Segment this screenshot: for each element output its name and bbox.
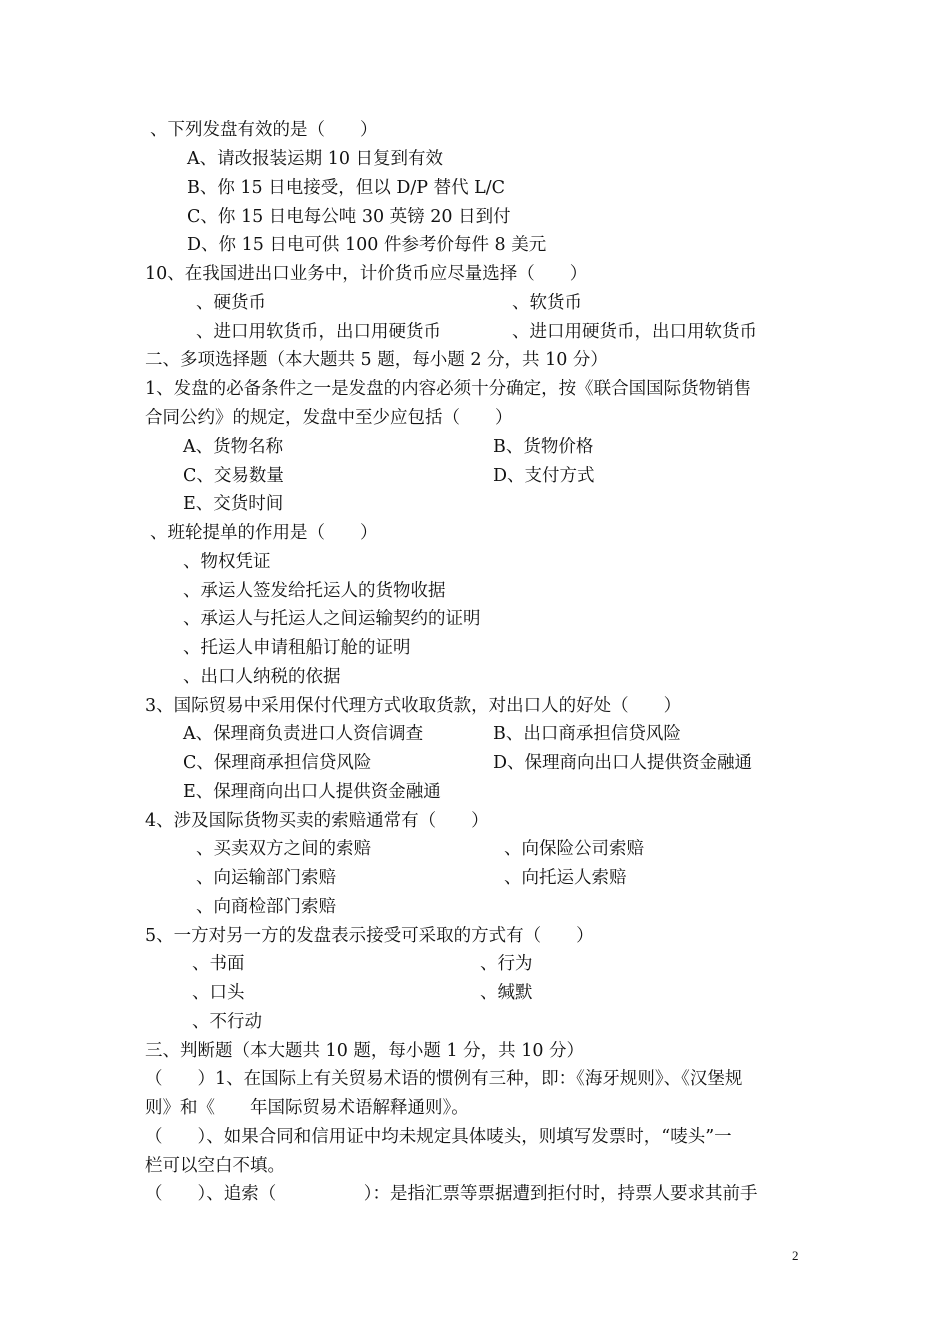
text-line: C、保理商承担信贷风险 (183, 753, 372, 773)
text-line: E、交货时间 (183, 494, 284, 514)
text-line: 、进口用硬货币，出口用软货币 (512, 322, 757, 342)
text-line: 、托运人申请租船订舱的证明 (183, 638, 411, 658)
text-line: 三、判断题（本大题共 10 题，每小题 1 分，共 10 分） (145, 1041, 585, 1061)
text-line: 1、发盘的必备条件之一是发盘的内容必须十分确定，按《联合国国际货物销售 (145, 379, 752, 399)
text-line: 则》和《 年国际贸易术语解释通则》。 (145, 1098, 469, 1118)
text-line: A、请改报装运期 10 日复到有效 (187, 149, 444, 169)
text-line: 、下列发盘有效的是（ ） (150, 120, 378, 140)
text-line: 栏可以空白不填。 (145, 1156, 285, 1176)
text-line: B、你 15 日电接受，但以 D/P 替代 L/C (187, 178, 506, 198)
text-line: 、向运输部门索赔 (196, 868, 336, 888)
text-line: A、货物名称 (183, 437, 284, 457)
text-line: 、物权凭证 (183, 552, 271, 572)
text-line: C、你 15 日电每公吨 30 英镑 20 日到付 (187, 207, 511, 227)
text-line: 、硬货币 (196, 293, 266, 313)
text-line: 、承运人与托运人之间运输契约的证明 (183, 609, 481, 629)
text-line: E、保理商向出口人提供资金融通 (183, 782, 441, 802)
text-line: 、进口用软货币，出口用硬货币 (196, 322, 441, 342)
text-line: 、书面 (192, 954, 245, 974)
text-line: C、交易数量 (183, 466, 284, 486)
text-line: 合同公约》的规定，发盘中至少应包括（ ） (145, 408, 513, 428)
text-line: 、行为 (480, 954, 533, 974)
text-line: 10、在我国进出口业务中，计价货币应尽量选择（ ） (145, 264, 588, 284)
text-line: A、保理商负责进口人资信调查 (183, 724, 424, 744)
text-line: 、向商检部门索赔 (196, 897, 336, 917)
text-line: 、缄默 (480, 983, 533, 1003)
text-line: 、向保险公司索赔 (504, 839, 644, 859)
text-line: 、出口人纳税的依据 (183, 667, 341, 687)
text-line: 、向托运人索赔 (504, 868, 627, 888)
text-line: 、口头 (192, 983, 245, 1003)
text-line: 、买卖双方之间的索赔 (196, 839, 371, 859)
text-line: （ ）、如果合同和信用证中均未规定具体唛头，则填写发票时，“唛头”一 (145, 1127, 732, 1147)
text-line: 5、一方对另一方的发盘表示接受可采取的方式有（ ） (145, 926, 594, 946)
text-line: （ ）1、在国际上有关贸易术语的惯例有三种，即：《海牙规则》、《汉堡规 (145, 1069, 743, 1089)
text-line: B、出口商承担信贷风险 (493, 724, 681, 744)
text-line: B、货物价格 (493, 437, 594, 457)
text-line: 4、涉及国际货物买卖的索赔通常有（ ） (145, 811, 489, 831)
text-line: D、保理商向出口人提供资金融通 (493, 753, 753, 773)
page-number: 2 (792, 1248, 799, 1263)
text-line: D、支付方式 (493, 466, 595, 486)
text-line: D、你 15 日电可供 100 件参考价每件 8 美元 (187, 235, 547, 255)
text-line: 二、多项选择题（本大题共 5 题，每小题 2 分，共 10 分） (145, 350, 608, 370)
text-line: 、承运人签发给托运人的货物收据 (183, 581, 446, 601)
text-line: 3、国际贸易中采用保付代理方式收取货款，对出口人的好处（ ） (145, 696, 682, 716)
text-line: 、软货币 (512, 293, 582, 313)
text-line: 、不行动 (192, 1012, 262, 1032)
text-line: 、班轮提单的作用是（ ） (150, 523, 378, 543)
text-line: （ ）、追索（ ）：是指汇票等票据遭到拒付时，持票人要求其前手 (145, 1184, 758, 1204)
